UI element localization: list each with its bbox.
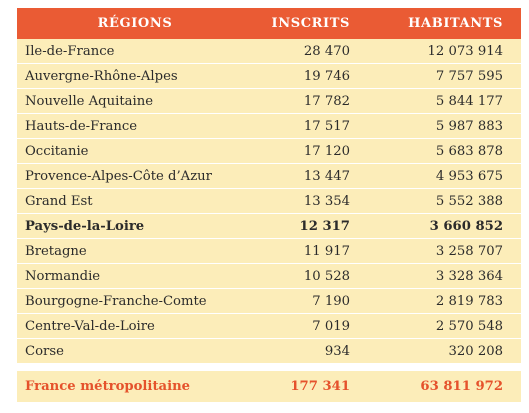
column-header-inscrits: INSCRITS [253,8,368,39]
table-row [17,89,521,114]
table-row [17,239,521,264]
cell-habitants: 5 987 883 [368,114,521,139]
cell-inscrits: 7 019 [253,314,368,339]
cell-inscrits: 10 528 [253,264,368,289]
cell-inscrits: 13 447 [253,164,368,189]
table-row-highlighted [17,214,521,239]
table-row [17,264,521,289]
cell-region: Nouvelle Aquitaine [17,89,253,114]
table-row [17,39,521,64]
spacer-cell [253,364,368,371]
cell-habitants: 3 328 364 [368,264,521,289]
header-row [17,8,521,39]
cell-inscrits: 7 190 [253,289,368,314]
table-total-row [17,371,521,402]
cell-habitants: 5 844 177 [368,89,521,114]
cell-region: Hauts-de-France [17,114,253,139]
cell-habitants: 3 660 852 [368,214,521,239]
table-row [17,339,521,364]
cell-region: Bourgogne-Franche-Comte [17,289,253,314]
cell-inscrits: 11 917 [253,239,368,264]
cell-region: Bretagne [17,239,253,264]
cell-inscrits: 17 517 [253,114,368,139]
cell-inscrits: 934 [253,339,368,364]
table-row [17,314,521,339]
column-header-habitants: HABITANTS [368,8,521,39]
cell-habitants: 12 073 914 [368,39,521,64]
cell-region: Normandie [17,264,253,289]
cell-region: Occitanie [17,139,253,164]
total-region: France métropolitaine [17,371,253,402]
spacer-cell [368,364,521,371]
cell-habitants: 2 570 548 [368,314,521,339]
column-header-regions: RÉGIONS [17,8,253,39]
cell-habitants: 5 552 388 [368,189,521,214]
spacer-cell [17,364,253,371]
cell-region: Corse [17,339,253,364]
cell-region: Grand Est [17,189,253,214]
cell-inscrits: 12 317 [253,214,368,239]
cell-inscrits: 17 782 [253,89,368,114]
table-header [17,8,521,39]
regions-table-container [17,8,521,402]
cell-region: Centre-Val-de-Loire [17,314,253,339]
table-body [17,39,521,402]
table-row [17,164,521,189]
cell-inscrits: 19 746 [253,64,368,89]
cell-habitants: 7 757 595 [368,64,521,89]
table-row [17,289,521,314]
cell-region: Provence-Alpes-Côte d’Azur [17,164,253,189]
cell-region: Auvergne-Rhône-Alpes [17,64,253,89]
total-habitants: 63 811 972 [368,371,521,402]
cell-inscrits: 28 470 [253,39,368,64]
cell-region: Pays-de-la-Loire [17,214,253,239]
table-row [17,114,521,139]
total-inscrits: 177 341 [253,371,368,402]
cell-habitants: 2 819 783 [368,289,521,314]
regions-table [17,8,521,402]
cell-habitants: 5 683 878 [368,139,521,164]
table-row [17,64,521,89]
cell-habitants: 320 208 [368,339,521,364]
cell-inscrits: 13 354 [253,189,368,214]
table-row [17,139,521,164]
cell-region: Ile-de-France [17,39,253,64]
cell-habitants: 4 953 675 [368,164,521,189]
table-row [17,189,521,214]
table-spacer [17,364,521,371]
cell-habitants: 3 258 707 [368,239,521,264]
cell-inscrits: 17 120 [253,139,368,164]
